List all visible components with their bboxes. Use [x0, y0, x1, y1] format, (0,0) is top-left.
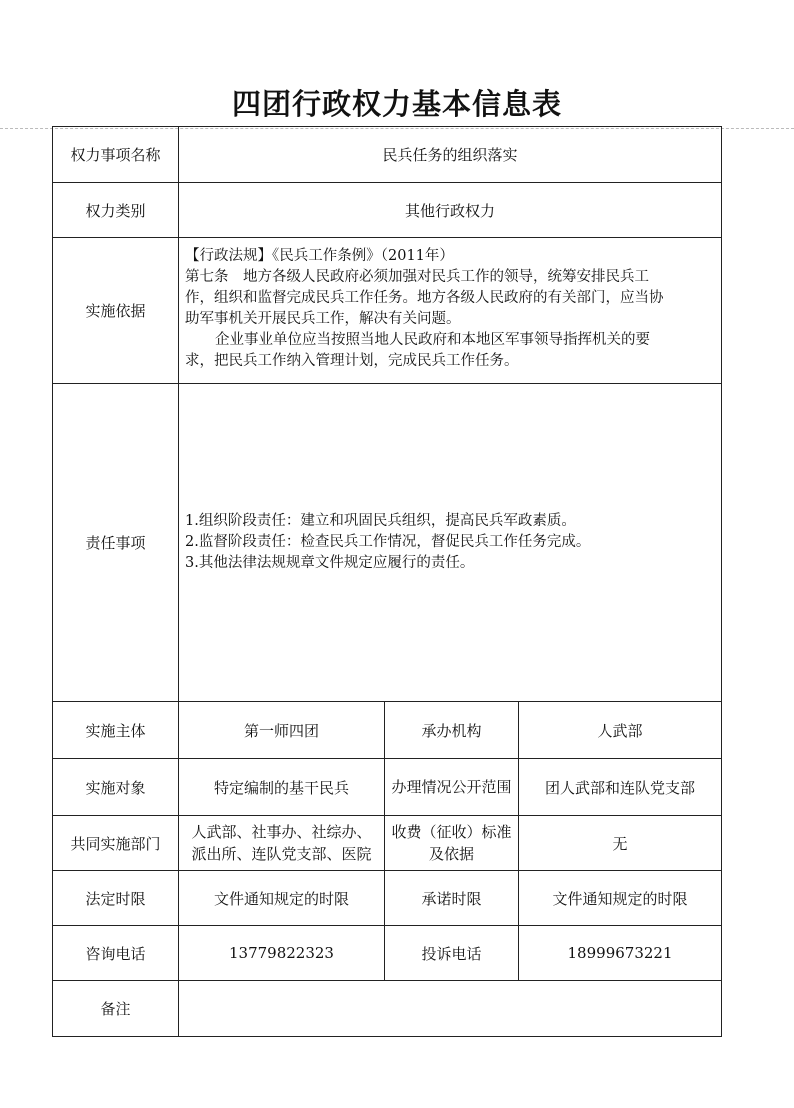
- consult-phone-label: 咨询电话: [53, 926, 179, 981]
- row-responsibility: [53, 384, 722, 702]
- basis-line-text: 企业事业单位应当按照当地人民政府和本地区军事领导指挥机关的要: [215, 332, 650, 348]
- info-table: [52, 126, 722, 1037]
- legal-time-limit-value: 文件通知规定的时限: [179, 871, 385, 926]
- row-basis: [53, 238, 722, 384]
- responsibility-item: 2.监督阶段责任：检查民兵工作情况，督促民兵工作任务完成。: [185, 534, 591, 550]
- basis-line: 第七条 地方各级人民政府必须加强对民兵工作的领导，统筹安排民兵工: [185, 269, 649, 285]
- subject-label: 实施主体: [53, 702, 179, 759]
- responsibility-content: [179, 384, 722, 702]
- handling-agency-label: 承办机构: [385, 702, 519, 759]
- remark-label: 备注: [53, 981, 179, 1037]
- subject-value: 第一师四团: [179, 702, 385, 759]
- promised-time-limit-value: 文件通知规定的时限: [519, 871, 722, 926]
- joint-dept-value: [179, 816, 385, 871]
- fee-standard-value: 无: [519, 816, 722, 871]
- basis-label: 实施依据: [53, 238, 179, 384]
- responsibility-label: 责任事项: [53, 384, 179, 702]
- fee-standard-line: 收费（征收）标准: [391, 823, 512, 841]
- joint-dept-label: 共同实施部门: [53, 816, 179, 871]
- joint-dept-line: 人武部、社事办、社综办、: [191, 823, 372, 841]
- basis-line: 作，组织和监督完成民兵工作任务。地方各级人民政府的有关部门，应当协: [185, 290, 664, 306]
- disclosure-scope-label: 办理情况公开范围: [385, 759, 519, 816]
- power-name-label: 权力事项名称: [53, 127, 179, 183]
- basis-content: [179, 238, 722, 384]
- responsibility-item: 3.其他法律法规规章文件规定应履行的责任。: [185, 555, 475, 571]
- complaint-phone-value: 18999673221: [519, 926, 722, 981]
- power-type-value: 其他行政权力: [179, 183, 722, 238]
- basis-line: 助军事机关开展民兵工作，解决有关问题。: [185, 311, 461, 327]
- fee-standard-label: [385, 816, 519, 871]
- disclosure-scope-value: 团人武部和连队党支部: [519, 759, 722, 816]
- responsibility-item: 1.组织阶段责任：建立和巩固民兵组织，提高民兵军政素质。: [185, 513, 576, 529]
- handling-agency-value: 人武部: [519, 702, 722, 759]
- target-value: 特定编制的基干民兵: [179, 759, 385, 816]
- fee-standard-line: 及依据: [428, 845, 474, 863]
- row-remark: [53, 981, 722, 1037]
- row-target: [53, 759, 722, 816]
- consult-phone-value: 13779822323: [179, 926, 385, 981]
- target-label: 实施对象: [53, 759, 179, 816]
- joint-dept-line: 派出所、连队党支部、医院: [191, 845, 372, 863]
- basis-line-indented: [185, 330, 715, 351]
- row-power-name: [53, 127, 722, 183]
- row-subject: [53, 702, 722, 759]
- legal-time-limit-label: 法定时限: [53, 871, 179, 926]
- row-joint: [53, 816, 722, 871]
- remark-value: [179, 981, 722, 1037]
- power-name-value: 民兵任务的组织落实: [179, 127, 722, 183]
- complaint-phone-label: 投诉电话: [385, 926, 519, 981]
- row-phone: [53, 926, 722, 981]
- page-title: 四团行政权力基本信息表: [231, 87, 562, 121]
- basis-line: 【行政法规】《民兵工作条例》（2011年）: [185, 248, 454, 264]
- promised-time-limit-label: 承诺时限: [385, 871, 519, 926]
- row-time-limit: [53, 871, 722, 926]
- power-type-label: 权力类别: [53, 183, 179, 238]
- basis-line: 求，把民兵工作纳入管理计划，完成民兵工作任务。: [185, 353, 519, 369]
- row-power-type: [53, 183, 722, 238]
